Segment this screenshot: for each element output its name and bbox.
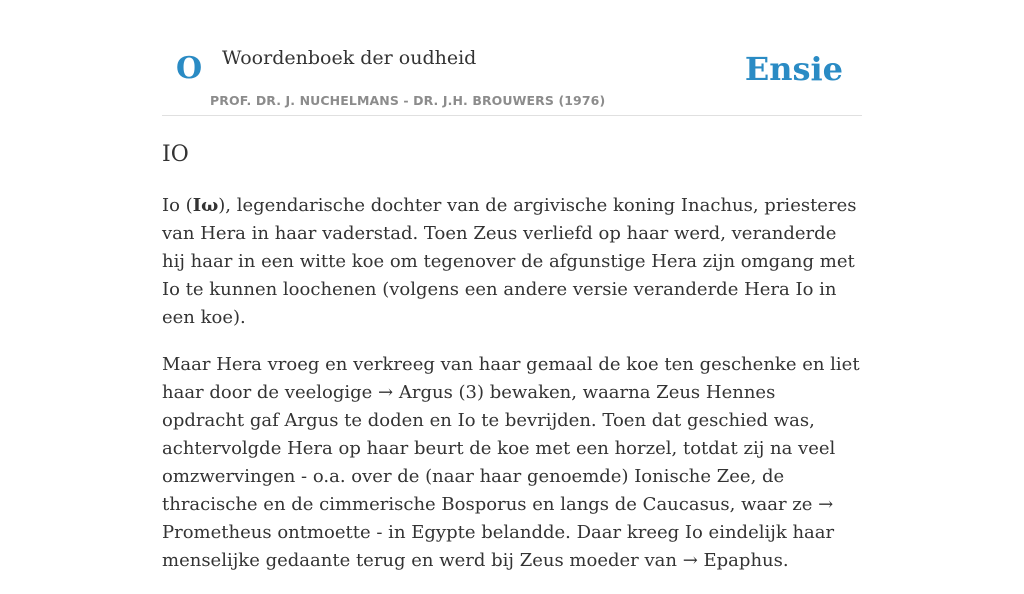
ensie-logo[interactable]: Ensie xyxy=(744,50,843,88)
greek-name: Iω xyxy=(192,195,219,216)
p2-part-b: bewaken, waarna Zeus Hennes opdracht gaf Argus te doden en Io te bevrijden. Toen dat geschied was, achtervolgde Hera op haar beurt de koe met een horzel, totdat zij na veel omzwervingen - o.a. over de (naar haar genoemde) Ionische Zee, de thracische en de cimmerische Bosporus en langs de Caucasus, waar ze xyxy=(162,382,836,515)
link-epaphus[interactable]: → Epaphus xyxy=(682,550,783,571)
paragraph-1 xyxy=(162,192,862,332)
book-header xyxy=(162,0,862,116)
link-prometheus[interactable]: → Prometheus xyxy=(162,494,834,543)
p2-part-c: ontmoette - in Egypte belandde. Daar kreeg Io eindelijk haar menselijke gedaante terug en werd bij Zeus moeder van xyxy=(162,522,835,571)
book-title[interactable]: Woordenboek der oudheid xyxy=(222,47,477,69)
p1-lead: Io ( xyxy=(162,195,193,216)
entry-body xyxy=(162,192,862,594)
page-container xyxy=(162,0,862,571)
section-letter[interactable]: O xyxy=(176,51,203,86)
paragraph-2 xyxy=(162,351,862,575)
book-authors: PROF. DR. J. NUCHELMANS - DR. J.H. BROUWERS (1976) xyxy=(210,93,606,108)
p1-rest: ), legendarische dochter van de argivische koning Inachus, priesteres van Hera in haar vaderstad. Toen Zeus verliefd op haar werd, veranderde hij haar in een witte koe om tegenover de afgunstige Hera zijn omgang met Io te kunnen loochenen (volgens een andere versie veranderde Hera Io in een koe). xyxy=(162,195,857,328)
entry-title: IO xyxy=(162,142,189,167)
p2-part-a: Maar Hera vroeg en verkreeg van haar gemaal de koe ten geschenke en liet haar door de veelogige xyxy=(162,354,860,403)
p2-part-d: . xyxy=(782,550,789,571)
link-argus[interactable]: → Argus (3) xyxy=(378,382,485,403)
